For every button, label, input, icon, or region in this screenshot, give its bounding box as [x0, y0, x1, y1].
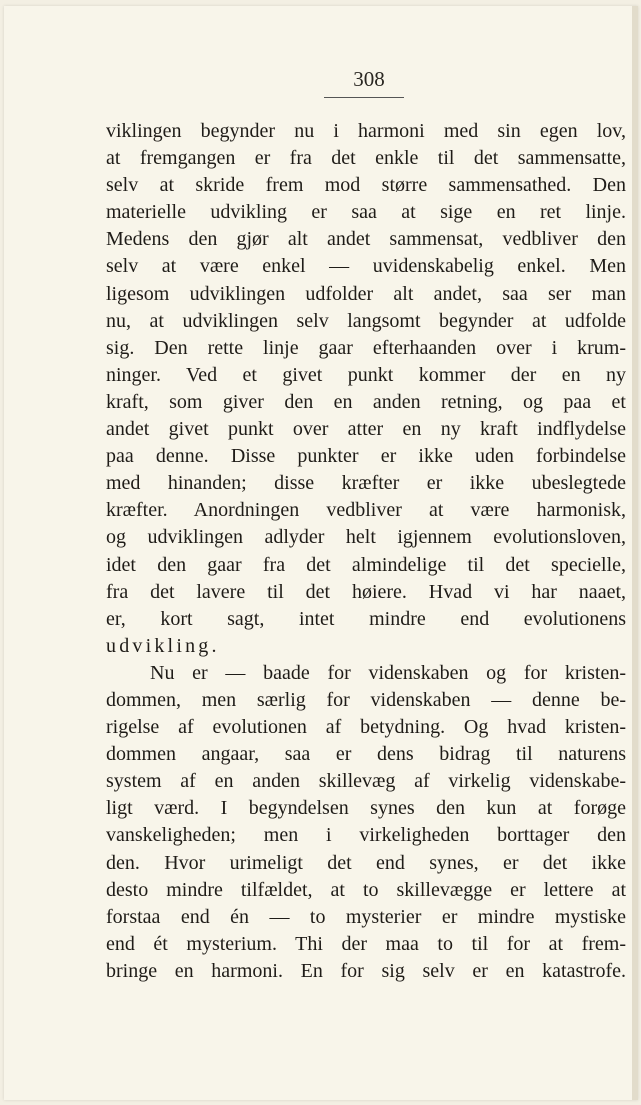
text-line: vanskeligheden; men i virkeligheden borttager den	[106, 824, 626, 847]
text-line: viklingen begynder nu i harmoni med sin egen lov,	[106, 120, 626, 142]
text-line: dommen angaar, saa er dens bidrag til naturens	[106, 743, 626, 766]
text-line: selv at skride frem mod større sammensathed. Den	[106, 174, 626, 197]
text-line: ninger. Ved et givet punkt kommer der en ny	[106, 363, 626, 386]
text-line: selv at være enkel — uvidenskabelig enkel. Men	[106, 255, 626, 278]
body-text	[106, 118, 626, 985]
text-line: fra det lavere til det høiere. Hvad vi har naaet,	[106, 580, 626, 603]
page-number-rule	[324, 97, 404, 98]
text-line: idet den gaar fra det almindelige til det specielle,	[106, 553, 626, 576]
text-line: er, kort sagt, intet mindre end evolutionens	[106, 607, 626, 630]
text-line: den. Hvor urimeligt det end synes, er det ikke	[106, 851, 626, 874]
text-line: at fremgangen er fra det enkle til det sammensatte,	[106, 147, 626, 170]
text-line: med hinanden; disse kræfter er ikke ubeslegtede	[106, 472, 626, 495]
text-line: andet givet punkt over atter en ny kraft indflydelse	[106, 418, 626, 441]
text-line: dommen, men særlig for videnskaben — denne be-	[106, 688, 626, 711]
text-line: ligesom udviklingen udfolder alt andet, saa ser man	[106, 282, 626, 305]
text-line: materielle udvikling er saa at sige en ret linje.	[106, 201, 626, 224]
text-line: kraft, som giver den en anden retning, og paa et	[106, 390, 626, 413]
text-line: bringe en harmoni. En for sig selv er en katastrofe.	[106, 959, 626, 982]
text-line: forstaa end én — to mysterier er mindre mystiske	[106, 905, 626, 928]
paragraph-2	[106, 660, 626, 985]
text-line: end ét mysterium. Thi der maa to til for at frem-	[106, 932, 626, 955]
text-line: kræfter. Anordningen vedbliver at være harmonisk,	[106, 499, 626, 522]
page-number: 308	[353, 67, 385, 91]
text-line: Medens den gjør alt andet sammensat, vedbliver den	[106, 228, 626, 251]
text-line: paa denne. Disse punkter er ikke uden forbindelse	[106, 445, 626, 468]
text-line: nu, at udviklingen selv langsomt begynder at udfolde	[106, 309, 626, 332]
text-line: udvikling.	[106, 634, 220, 657]
text-line: Nu er — baade for videnskaben og for kristen-	[150, 661, 626, 684]
text-line: sig. Den rette linje gaar efterhaanden over i krum-	[106, 336, 626, 359]
text-line: ligt værd. I begyndelsen synes den kun at forøge	[106, 797, 626, 820]
text-line: og udviklingen adlyder helt igjennem evolutionsloven,	[106, 526, 626, 549]
book-page	[4, 6, 638, 1100]
text-line: system af en anden skillevæg af virkelig videnskabe-	[106, 770, 626, 793]
text-line: rigelse af evolutionen af betydning. Og hvad kristen-	[106, 716, 626, 739]
paragraph-1	[106, 118, 626, 660]
text-line: desto mindre tilfældet, at to skillevægge er lettere at	[106, 878, 626, 901]
